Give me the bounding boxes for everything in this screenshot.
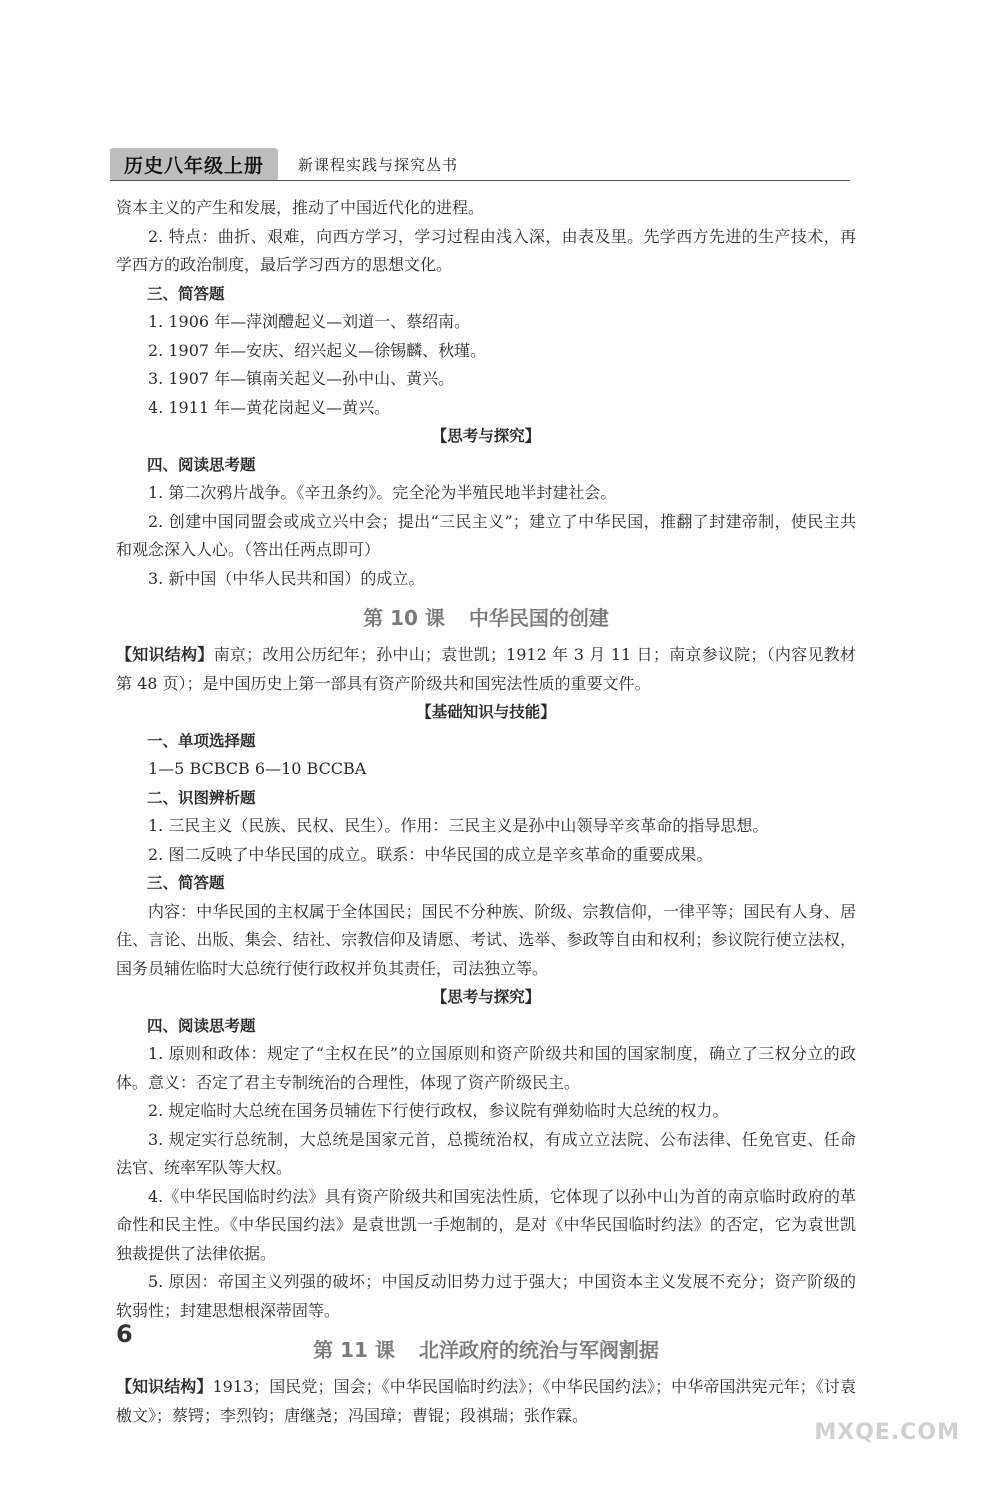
answer-line: 内容：中华民国的主权属于全体国民；国民不分种族、阶级、宗教信仰，一律平等；国民有人身、居住、言论、出版、集会、结社、宗教信仰及请愿、考试、选举、参政等自由和权利；参议院行使立法权，国务员辅佐临时大总统行使行政权并负其责任，司法独立等。: [116, 901, 856, 978]
lesson-number: 第 10 课: [363, 606, 445, 630]
section-heading: 三、简答题: [147, 874, 225, 892]
answer-line: 2. 1907 年—安庆、绍兴起义—徐锡麟、秋瑾。: [148, 340, 487, 360]
header-divider: [110, 180, 850, 181]
page-number: 6: [116, 1320, 133, 1348]
knowledge-label: 【知识结构】: [116, 645, 214, 664]
answer-line: 4. 1911 年—黄花岗起义—黄兴。: [148, 397, 391, 417]
answer-line: 1—5 BCBCB 6—10 BCCBA: [148, 759, 367, 778]
paragraph: 资本主义的产生和发展，推动了中国近代化的进程。: [116, 198, 485, 217]
section-heading: 四、阅读思考题: [147, 1016, 256, 1035]
block-heading: 【思考与探究】: [431, 988, 541, 1006]
answer-line: 5. 原因：帝国主义列强的破坏；中国反动旧势力过于强大；中国资本主义发展不充分；资产阶级的软弱性；封建思想根深蒂固等。: [116, 1272, 856, 1320]
lesson-title: 北洋政府的统治与军阀割据: [418, 1338, 659, 1362]
answer-line: 1. 三民主义（民族、民权、民生）。作用：三民主义是孙中山领导辛亥革命的指导思想。: [148, 816, 769, 835]
section-heading: 四、阅读思考题: [147, 455, 256, 474]
lesson-number: 第 11 课: [313, 1338, 395, 1362]
answer-line: 2. 规定临时大总统在国务员辅佐下行使行政权，参议院有弹劾临时大总统的权力。: [148, 1101, 729, 1120]
answer-content: [116, 194, 856, 1430]
knowledge-text: 南京；改用公历纪年；孙中山；袁世凯；1912 年 3 月 11 日；南京参议院；（内容见教材第 48 页）；是中国历史上第一部具有资产阶级共和国宪法性质的重要文件。: [116, 645, 856, 693]
answer-line: 2. 特点：曲折、艰难，向西方学习，学习过程由浅入深，由表及里。先学西方先进的生产技术，再学西方的政治制度，最后学习西方的思想文化。: [116, 226, 856, 274]
section-heading: 三、简答题: [147, 284, 225, 303]
section-heading: 一、单项选择题: [147, 731, 256, 750]
knowledge-structure: [116, 641, 856, 698]
knowledge-structure: [116, 1373, 856, 1430]
lesson-heading: [116, 601, 856, 635]
answer-line: 2. 创建中国同盟会或成立兴中会；提出“三民主义”；建立了中华民国，推翻了封建帝制，使民主共和观念深入人心。（答出任两点即可）: [116, 511, 856, 559]
block-heading: 【思考与探究】: [431, 427, 541, 445]
series-title: 新课程实践与探究丛书: [298, 155, 459, 174]
answer-line: 1. 1906 年—萍浏醴起义—刘道一、蔡绍南。: [148, 312, 471, 331]
answer-line: 2. 图二反映了中华民国的成立。联系：中华民国的成立是辛亥革命的重要成果。: [148, 844, 713, 864]
answer-line: 3. 新中国（中华人民共和国）的成立。: [148, 568, 425, 588]
answer-line: 1. 原则和政体：规定了“主权在民”的立国原则和资产阶级共和国的国家制度，确立了三权分立的政体。意义：否定了君主专制统治的合理性，体现了资产阶级民主。: [116, 1044, 856, 1092]
section-heading: 二、识图辨析题: [147, 788, 256, 807]
answer-line: 4.《中华民国临时约法》具有资产阶级共和国宪法性质，它体现了以孙中山为首的南京临时政府的革命性和民主性。《中华民国约法》是袁世凯一手炮制的，是对《中华民国临时约法》的否定，它为袁世凯独裁提供了法律依据。: [116, 1186, 856, 1263]
lesson-title: 中华民国的创建: [468, 606, 609, 630]
knowledge-text: 1913；国民党；国会；《中华民国临时约法》；《中华民国约法》；中华帝国洪宪元年；《讨袁檄文》；蔡锷；李烈钧；唐继尧；冯国璋；曹锟；段祺瑞；张作霖。: [116, 1377, 856, 1425]
block-heading: 【基础知识与技能】: [416, 703, 556, 721]
page-header: [110, 148, 458, 180]
knowledge-label: 【知识结构】: [116, 1377, 213, 1396]
answer-line: 3. 规定实行总统制，大总统是国家元首，总揽统治权，有成立立法院、公布法律、任免官吏、任命法官、统率军队等大权。: [116, 1129, 856, 1177]
watermark: MXQE.COM: [814, 1420, 960, 1445]
answer-line: 3. 1907 年—镇南关起义—孙中山、黄兴。: [148, 369, 455, 388]
book-title-badge: 历史八年级上册: [110, 148, 278, 181]
lesson-heading: [116, 1333, 856, 1367]
answer-line: 1. 第二次鸦片战争。《辛丑条约》。完全沦为半殖民地半封建社会。: [148, 483, 617, 502]
